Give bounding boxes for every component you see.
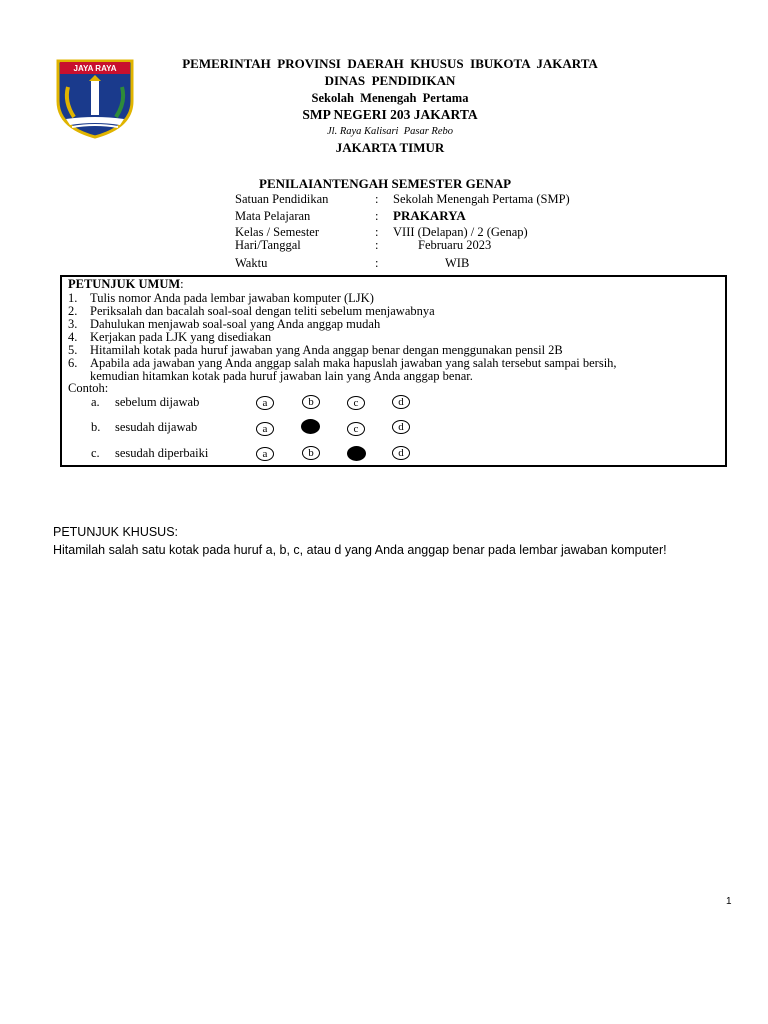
instruction-number: 5.	[68, 343, 78, 357]
option-bubble-d: d	[392, 395, 410, 409]
info-colon: :	[375, 256, 379, 270]
option-bubble-c: c	[347, 396, 365, 410]
option-bubble-d: d	[392, 446, 410, 460]
option-bubble-c: c	[347, 422, 365, 436]
logo-text: JAYA RAYA	[73, 64, 117, 73]
option-bubble-d: d	[392, 420, 410, 434]
info-label: Hari/Tanggal	[235, 238, 301, 252]
option-bubble-b: b	[302, 395, 320, 409]
example-letter: c.	[91, 446, 100, 460]
info-label: Waktu	[235, 256, 268, 270]
petunjuk-umum-colon: :	[180, 277, 184, 291]
header-school-level: Sekolah Menengah Pertama	[311, 91, 469, 105]
info-colon: :	[375, 209, 379, 223]
option-bubble-a: a	[256, 447, 274, 461]
info-value: VIII (Delapan) / 2 (Genap)	[393, 225, 528, 239]
contoh-label: Contoh:	[68, 381, 109, 395]
option-bubble-c-filled	[347, 446, 366, 461]
petunjuk-khusus-text: Hitamilah salah satu kotak pada huruf a, b, c, atau d yang Anda anggap benar pada lembar jawaban komputer!	[53, 543, 667, 557]
instruction-text: Dahulukan menjawab soal-soal yang Anda anggap mudah	[90, 317, 381, 331]
example-letter: a.	[91, 395, 100, 409]
jakarta-emblem-logo	[54, 57, 136, 139]
instruction-item	[68, 370, 473, 383]
instruction-number: 2.	[68, 304, 78, 318]
example-letter: b.	[91, 420, 101, 434]
info-value: Sekolah Menengah Pertama (SMP)	[393, 192, 570, 206]
option-bubble-a: a	[256, 422, 274, 436]
petunjuk-khusus-title: PETUNJUK KHUSUS:	[53, 525, 179, 539]
petunjuk-umum-title-row	[68, 278, 184, 291]
header-school-name: SMP NEGERI 203 JAKARTA	[302, 107, 478, 122]
info-colon: :	[375, 225, 379, 239]
exam-title: PENILAIANTENGAH SEMESTER GENAP	[259, 176, 512, 191]
info-value: WIB	[445, 256, 470, 270]
example-label: sebelum dijawab	[115, 395, 200, 409]
option-bubble-b-filled	[301, 419, 320, 434]
info-value: Februaru 2023	[393, 238, 492, 252]
instruction-text: Apabila ada jawaban yang Anda anggap salah maka hapuslah jawaban yang salah tersebut sampai bersih,	[90, 356, 617, 370]
petunjuk-umum-title: PETUNJUK UMUM	[68, 277, 181, 291]
instruction-text: Kerjakan pada LJK yang disediakan	[90, 330, 272, 344]
instruction-text: Hitamilah kotak pada huruf jawaban yang Anda anggap benar dengan menggunakan pensil 2B	[90, 343, 563, 357]
option-bubble-b: b	[302, 446, 320, 460]
info-label: Kelas / Semester	[235, 225, 320, 239]
example-label: sesudah dijawab	[115, 420, 198, 434]
option-bubble-a: a	[256, 396, 274, 410]
instruction-number: 6.	[68, 356, 78, 370]
instruction-number: 3.	[68, 317, 78, 331]
info-label: Satuan Pendidikan	[235, 192, 329, 206]
instruction-text: kemudian hitamkan kotak pada huruf jawaban lain yang Anda anggap benar.	[90, 369, 473, 383]
example-label: sesudah diperbaiki	[115, 446, 209, 460]
page-number: 1	[726, 896, 732, 907]
header-region: JAKARTA TIMUR	[335, 140, 445, 155]
instruction-number: 1.	[68, 291, 78, 305]
instruction-text: Tulis nomor Anda pada lembar jawaban komputer (LJK)	[90, 291, 374, 305]
header-government: PEMERINTAH PROVINSI DAERAH KHUSUS IBUKOTA JAKARTA	[182, 56, 598, 71]
instruction-number: 4.	[68, 330, 78, 344]
instruction-text: Periksalah dan bacalah soal-soal dengan teliti sebelum menjawabnya	[90, 304, 435, 318]
info-colon: :	[375, 238, 379, 252]
info-label: Mata Pelajaran	[235, 209, 311, 223]
header-department: DINAS PENDIDIKAN	[324, 73, 456, 88]
info-value-subject: PRAKARYA	[393, 208, 466, 223]
header-address: Jl. Raya Kalisari Pasar Rebo	[327, 126, 453, 137]
info-colon: :	[375, 192, 379, 206]
